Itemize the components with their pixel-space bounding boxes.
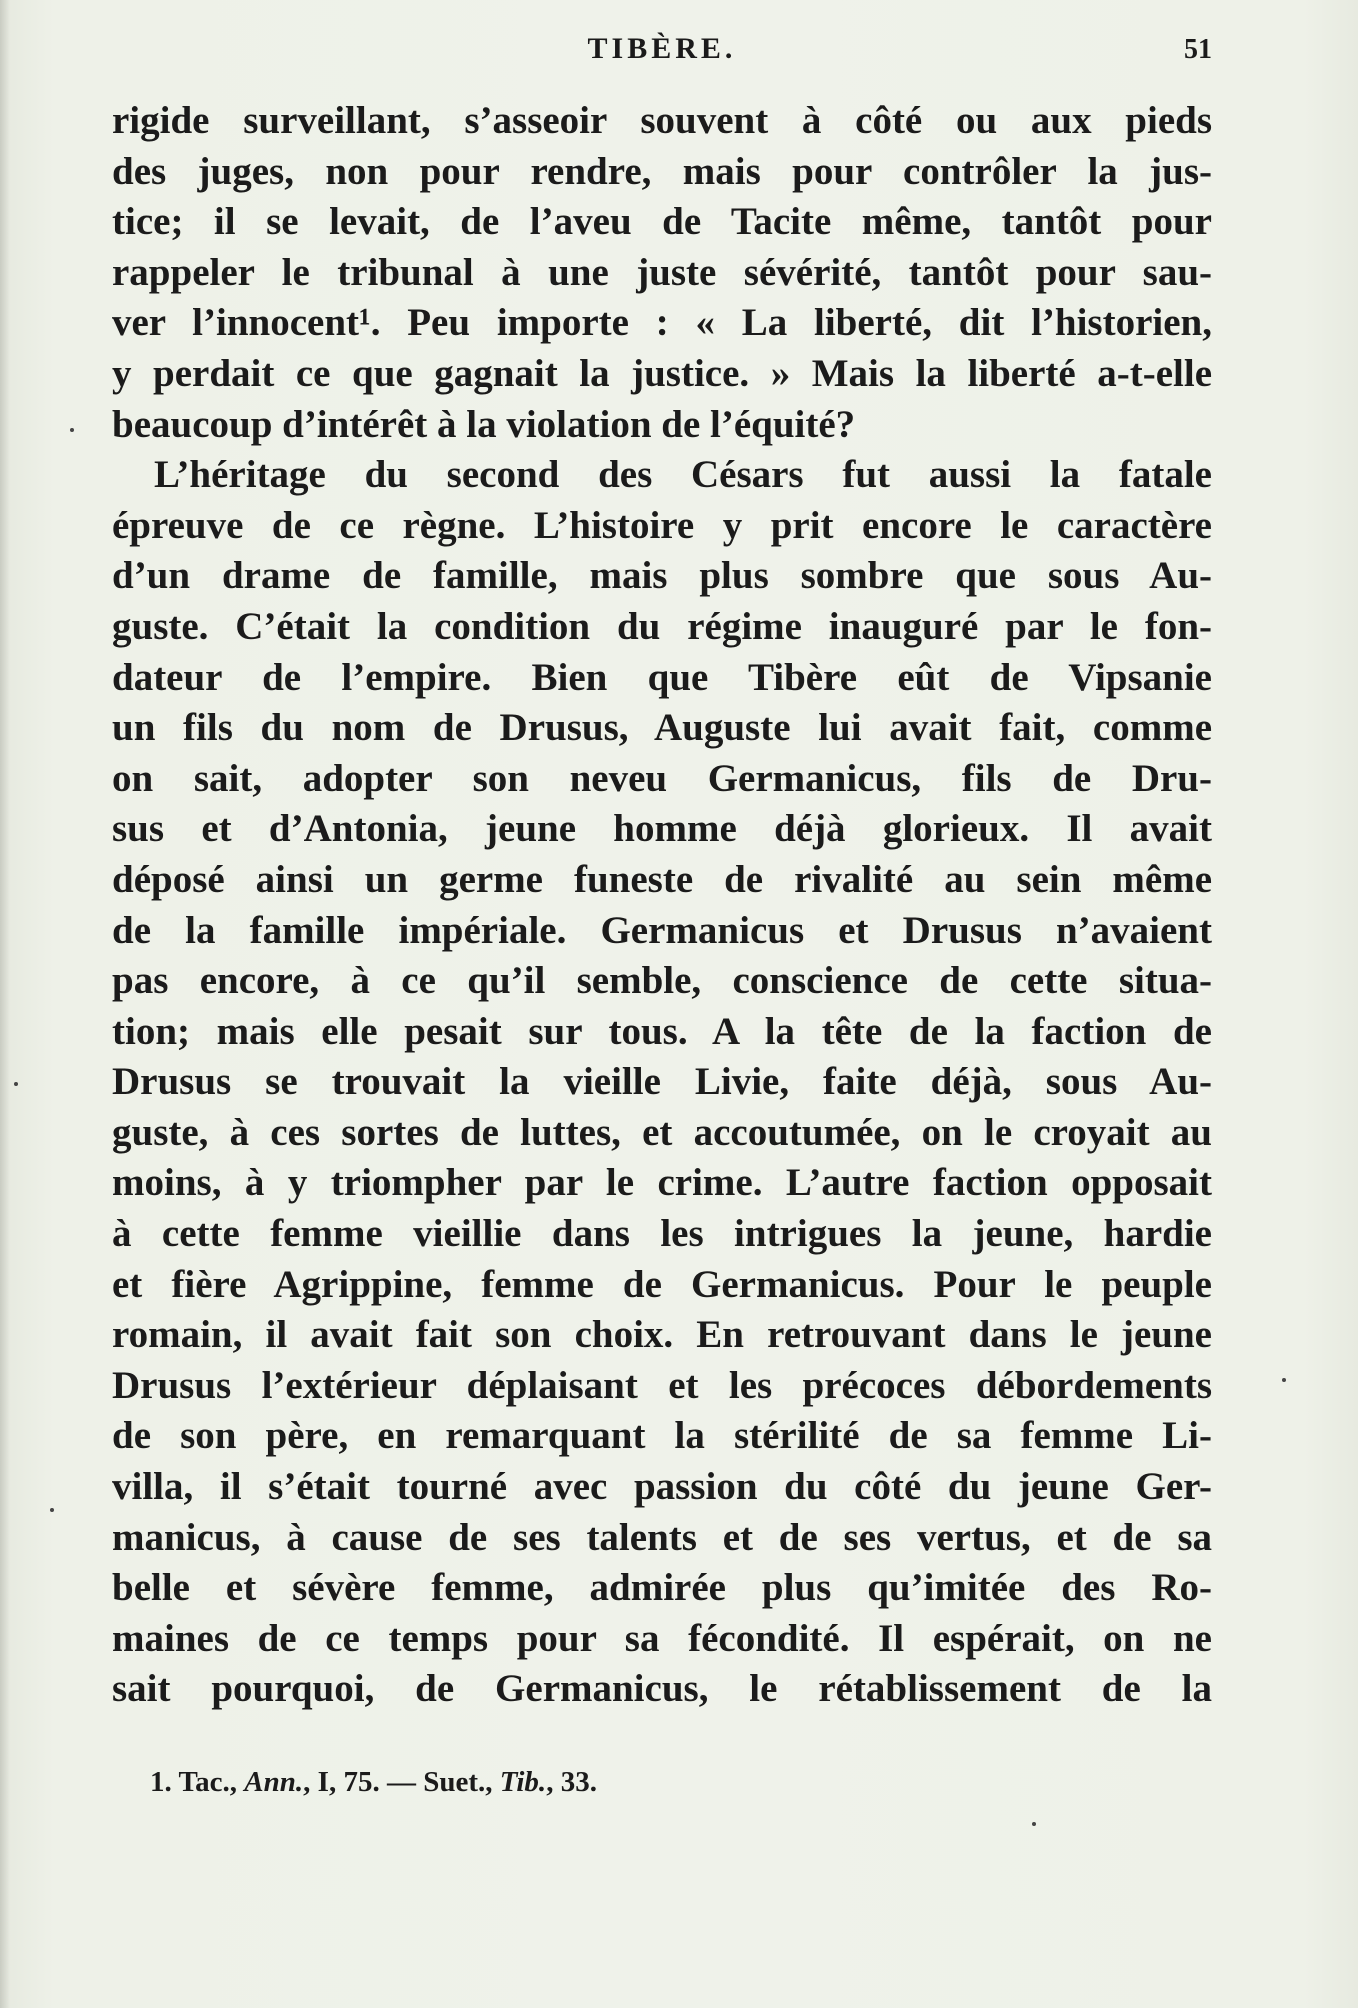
text-line: romain, il avait fait son choix. En retrouvant dans le jeune: [112, 1313, 1212, 1357]
text-line: tion; mais elle pesait sur tous. A la tête de la faction de: [112, 1009, 1212, 1053]
page-gutter-shadow: [0, 0, 10, 2008]
footnote-work-title: Tib.: [499, 1766, 547, 1798]
text-line: moins, à y triompher par le crime. L’autre faction opposait: [112, 1161, 1212, 1205]
text-line: villa, il s’était tourné avec passion du côté du jeune Ger-: [112, 1465, 1212, 1509]
text-line: manicus, à cause de ses talents et de ses vertus, et de sa: [112, 1515, 1212, 1559]
text-line: pas encore, à ce qu’il semble, conscience de cette situa-: [112, 959, 1212, 1003]
paper-speck: [1282, 1378, 1286, 1382]
text-line: ver l’innocent¹. Peu importe : « La liberté, dit l’historien,: [112, 301, 1212, 345]
footnote-text: , I, 75. — Suet.,: [303, 1766, 500, 1798]
text-line: sait pourquoi, de Germanicus, le rétablissement de la: [112, 1667, 1212, 1711]
paper-speck: [14, 1082, 18, 1086]
paper-speck: [50, 1508, 54, 1512]
text-line: tice; il se levait, de l’aveu de Tacite même, tantôt pour: [112, 200, 1212, 244]
text-line: rigide surveillant, s’asseoir souvent à côté ou aux pieds: [112, 99, 1212, 142]
text-line: y perdait ce que gagnait la justice. » Mais la liberté a-t-elle: [112, 351, 1212, 395]
text-line: d’un drame de famille, mais plus sombre que sous Au-: [112, 554, 1212, 598]
text-line: à cette femme vieillie dans les intrigues la jeune, hardie: [112, 1212, 1212, 1256]
text-line: sus et d’Antonia, jeune homme déjà glorieux. Il avait: [112, 807, 1212, 851]
text-line: beaucoup d’intérêt à la violation de l’équité?: [112, 402, 856, 446]
footnote: [150, 1762, 1150, 1802]
text-line: et fière Agrippine, femme de Germanicus. Pour le peuple: [112, 1262, 1212, 1306]
footnote-text: Tac.,: [178, 1766, 245, 1798]
text-line: un fils du nom de Drusus, Auguste lui avait fait, comme: [112, 706, 1212, 750]
footnote-text: , 33.: [546, 1766, 597, 1798]
text-line: Drusus se trouvait la vieille Livie, faite déjà, sous Au-: [112, 1060, 1212, 1104]
text-line: dateur de l’empire. Bien que Tibère eût de Vipsanie: [112, 655, 1212, 699]
text-line: guste. C’était la condition du régime inauguré par le fon-: [112, 604, 1212, 648]
text-line: Drusus l’extérieur déplaisant et les précoces débordements: [112, 1363, 1212, 1407]
text-line: maines de ce temps pour sa fécondité. Il espérait, on ne: [112, 1616, 1212, 1660]
paper-speck: [1032, 1822, 1036, 1826]
text-line: déposé ainsi un germe funeste de rivalité au sein même: [112, 857, 1212, 901]
text-line: épreuve de ce règne. L’histoire y prit encore le caractère: [112, 503, 1212, 547]
page-header: [112, 22, 1212, 82]
text-line: L’héritage du second des Césars fut aussi la fatale: [154, 453, 1212, 497]
footnote-number: 1.: [150, 1766, 172, 1798]
paper-speck: [70, 428, 74, 432]
running-title: TIBÈRE.: [587, 32, 737, 65]
text-line: guste, à ces sortes de luttes, et accoutumée, on le croyait au: [112, 1110, 1212, 1154]
text-line: de son père, en remarquant la stérilité de sa femme Li-: [112, 1414, 1212, 1458]
text-line: rappeler le tribunal à une juste sévérité, tantôt pour sau-: [112, 250, 1212, 294]
text-line: de la famille impériale. Germanicus et Drusus n’avaient: [112, 908, 1212, 952]
page-number: 51: [1184, 34, 1212, 65]
text-line: des juges, non pour rendre, mais pour contrôler la jus-: [112, 149, 1212, 193]
text-line: belle et sévère femme, admirée plus qu’imitée des Ro-: [112, 1566, 1212, 1610]
text-line: on sait, adopter son neveu Germanicus, fils de Dru-: [112, 756, 1212, 800]
footnote-work-title: Ann.: [244, 1766, 304, 1798]
body-text: [112, 96, 1212, 1715]
